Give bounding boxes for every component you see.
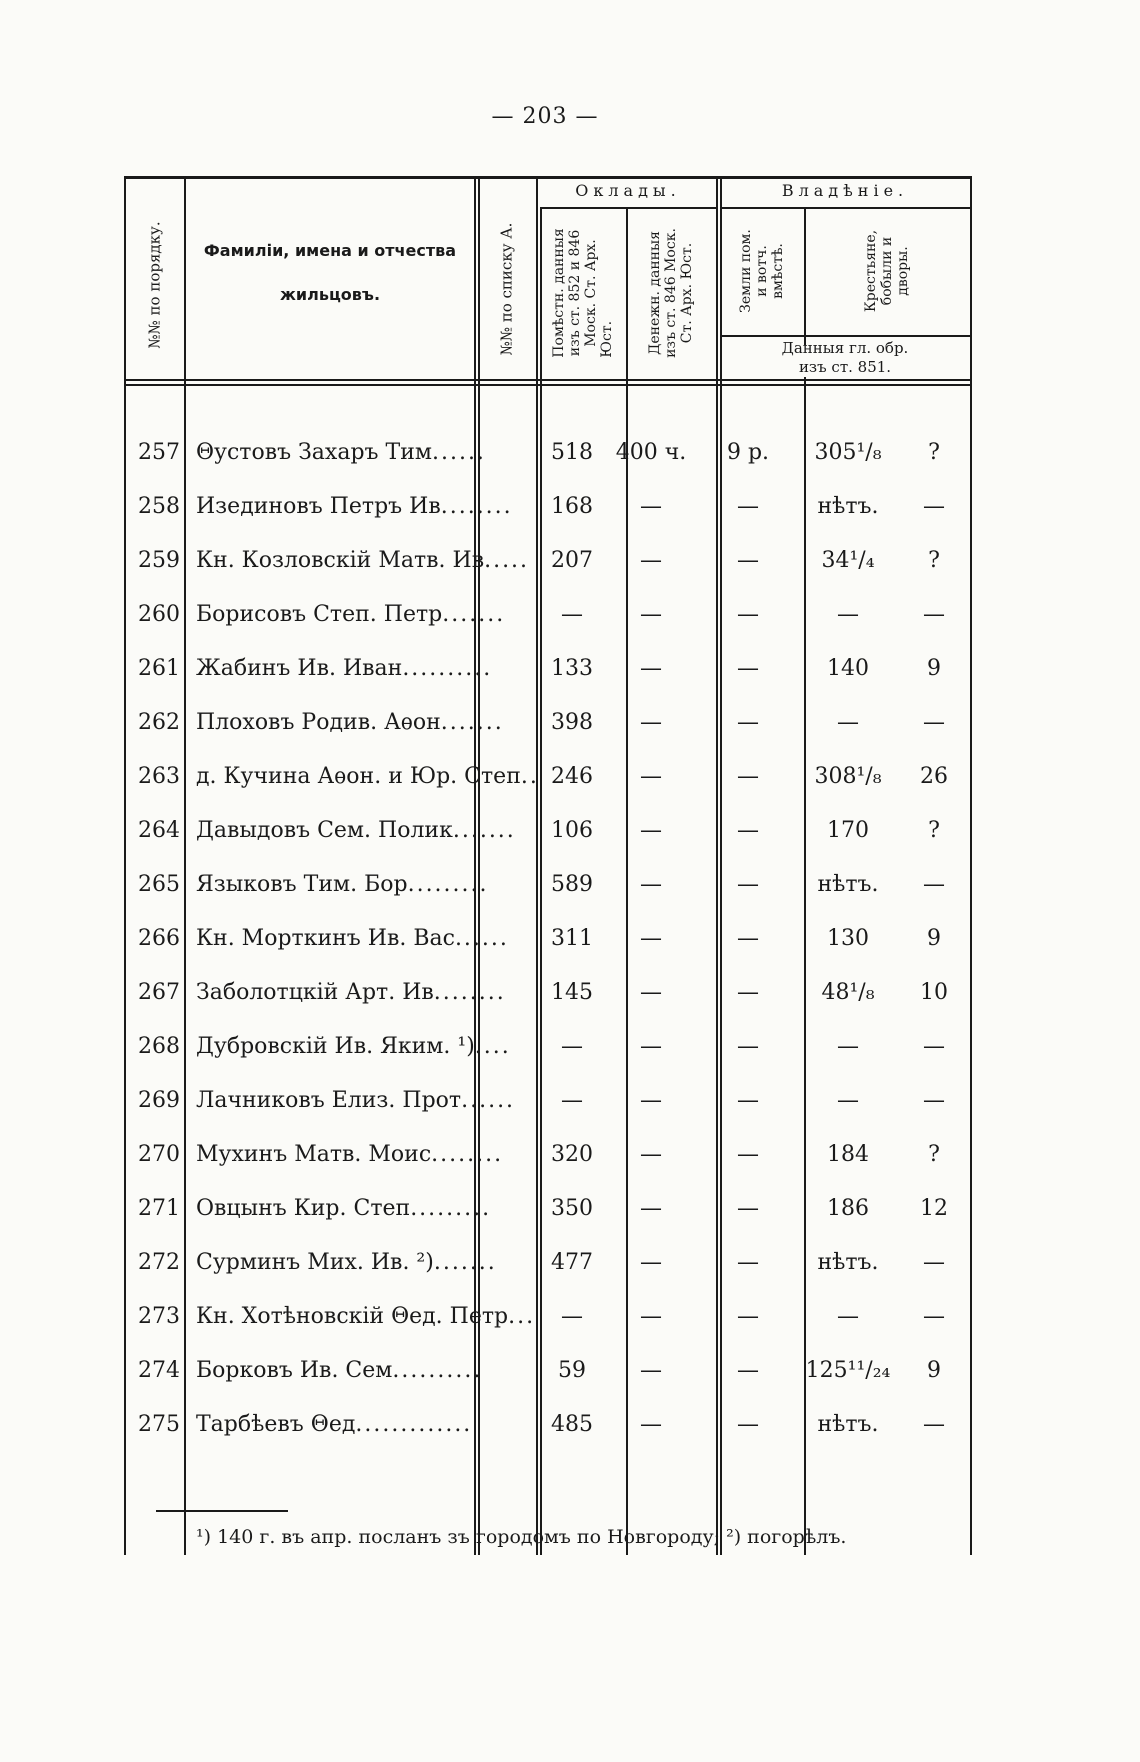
row-pomest: —: [640, 764, 662, 789]
row-name-text: Заболотцкій Арт. Ив: [196, 980, 434, 1005]
row-peasants: 9: [927, 656, 941, 681]
row-name-text: Мухинъ Матв. Моис: [196, 1142, 432, 1167]
row-name-text: Борковъ Ив. Сем: [196, 1358, 393, 1383]
row-pomest: —: [640, 1142, 662, 1167]
header-names-line1: Фамиліи, имена и отчества: [203, 241, 457, 260]
table-row: [124, 1132, 968, 1186]
table-row: [124, 1078, 968, 1132]
row-land: 34¹/₄: [821, 548, 875, 573]
table-row: [124, 700, 968, 754]
row-denezh: —: [737, 710, 759, 735]
row-peasants: ?: [928, 818, 940, 843]
row-land: нѣтъ.: [817, 494, 879, 519]
row-pomest: —: [640, 1250, 662, 1275]
row-name-text: Тарбѣевъ Θед: [196, 1412, 356, 1437]
row-name-text: Дубровскій Ив. Яким. ¹): [196, 1034, 475, 1059]
table-row: [124, 754, 968, 808]
row-list-number: 145: [551, 980, 593, 1005]
row-land: —: [837, 1088, 859, 1113]
row-denezh: —: [737, 1088, 759, 1113]
row-list-number: 477: [551, 1250, 593, 1275]
row-name-dots: ........: [440, 494, 513, 519]
table-row: [124, 538, 968, 592]
header-pomest-line3: Моск. Ст. Арх.: [583, 239, 599, 347]
row-pomest: —: [640, 872, 662, 897]
table-row: [124, 592, 968, 646]
row-land: 170: [827, 818, 869, 843]
row-pomest: —: [640, 980, 662, 1005]
row-peasants: 12: [920, 1196, 948, 1221]
row-pomest: —: [640, 602, 662, 627]
table-row: [124, 646, 968, 700]
row-peasants: —: [923, 1412, 945, 1437]
table-row: [124, 1348, 968, 1402]
row-list-number: 350: [551, 1196, 593, 1221]
row-land: 125¹¹/₂₄: [805, 1358, 891, 1383]
row-denezh: —: [737, 872, 759, 897]
header-data-note-line2: изъ ст. 851.: [798, 358, 892, 376]
row-pomest: —: [640, 1196, 662, 1221]
row-denezh: —: [737, 656, 759, 681]
row-name-dots: .........: [410, 1196, 492, 1221]
row-land: —: [837, 602, 859, 627]
row-number: 270: [138, 1142, 180, 1167]
table-row: [124, 484, 968, 538]
row-number: 263: [138, 764, 180, 789]
table-row: [124, 808, 968, 862]
row-list-number: 398: [551, 710, 593, 735]
row-land: нѣтъ.: [817, 872, 879, 897]
row-name-text: Сурминъ Мих. Ив. ²): [196, 1250, 434, 1275]
row-number: 261: [138, 656, 180, 681]
header-peasants: [863, 230, 911, 312]
row-number: 262: [138, 710, 180, 735]
row-name-dots: ........: [431, 1142, 504, 1167]
row-number: 272: [138, 1250, 180, 1275]
table-row: [124, 916, 968, 970]
row-list-number: 168: [551, 494, 593, 519]
table-row: [124, 1186, 968, 1240]
header-peasants-line1: Крестьяне,: [863, 229, 879, 313]
row-number: 259: [138, 548, 180, 573]
row-list-number: 246: [551, 764, 593, 789]
row-peasants: —: [923, 1034, 945, 1059]
header-land-line1: Земли пом.: [738, 229, 754, 313]
row-peasants: —: [923, 494, 945, 519]
row-number: 264: [138, 818, 180, 843]
row-number: 266: [138, 926, 180, 951]
row-pomest: —: [640, 494, 662, 519]
row-name-dots: .......: [442, 602, 506, 627]
row-pomest: —: [640, 1088, 662, 1113]
row-name-dots: ..........: [402, 656, 493, 681]
row-peasants: —: [923, 1304, 945, 1329]
row-peasants: —: [923, 602, 945, 627]
row-name-text: Изединовъ Петръ Ив: [196, 494, 441, 519]
header-data-note: [720, 339, 970, 377]
row-land: —: [837, 710, 859, 735]
row-land: —: [837, 1034, 859, 1059]
row-pomest: —: [640, 656, 662, 681]
header-denezh: [647, 228, 695, 358]
row-list-number: 485: [551, 1412, 593, 1437]
row-peasants: ?: [928, 440, 940, 465]
row-name-dots: .......: [452, 818, 516, 843]
row-name-text: Θустовъ Захаръ Тим: [196, 440, 432, 465]
row-land: 48¹/₈: [821, 980, 875, 1005]
row-denezh: 9 р.: [726, 440, 770, 465]
row-pomest: —: [640, 548, 662, 573]
table-row: [124, 1294, 968, 1348]
row-number: 273: [138, 1304, 180, 1329]
row-name-dots: .............: [355, 1412, 473, 1437]
table-row: [124, 1240, 968, 1294]
header-names-line2: жильцовъ.: [279, 285, 381, 304]
header-land-line3: вмѣстѣ.: [770, 243, 786, 299]
row-pomest: —: [640, 926, 662, 951]
row-pomest: —: [640, 1034, 662, 1059]
row-peasants: ?: [928, 1142, 940, 1167]
row-denezh: —: [737, 1142, 759, 1167]
row-list-number: —: [561, 1034, 583, 1059]
header-denezh-line2: изъ ст. 846 Моск.: [663, 228, 679, 358]
row-list-number: 106: [551, 818, 593, 843]
row-number: 269: [138, 1088, 180, 1113]
row-denezh: —: [737, 764, 759, 789]
header-group-vladenie: Владѣніе.: [781, 181, 909, 200]
row-name-text: Овцынъ Кир. Степ: [196, 1196, 411, 1221]
header-land: [738, 229, 786, 313]
row-list-number: —: [561, 1304, 583, 1329]
row-number: 267: [138, 980, 180, 1005]
header-pomest: [551, 228, 615, 357]
row-name-text: Кн. Козловскій Матв. Ив: [196, 548, 485, 573]
row-land: нѣтъ.: [817, 1412, 879, 1437]
row-name-text: Кн. Морткинъ Ив. Вас: [196, 926, 455, 951]
row-number: 274: [138, 1358, 180, 1383]
row-denezh: —: [737, 548, 759, 573]
row-list-number: —: [561, 1088, 583, 1113]
header-peasants-line3: дворы.: [895, 246, 911, 296]
row-denezh: —: [737, 980, 759, 1005]
row-name-dots: ..........: [392, 1358, 483, 1383]
row-land: 186: [827, 1196, 869, 1221]
row-denezh: —: [737, 1034, 759, 1059]
row-denezh: —: [737, 1358, 759, 1383]
header-group-oklady: Оклады.: [575, 181, 681, 200]
row-name-dots: .........: [407, 872, 489, 897]
header-names: [186, 229, 474, 317]
header-list-number: №№ по списку А.: [497, 222, 516, 356]
header-peasants-line2: бобыли и: [879, 236, 895, 306]
row-land: нѣтъ.: [817, 1250, 879, 1275]
row-denezh: —: [737, 818, 759, 843]
header-order-number: №№ по порядку.: [145, 221, 164, 349]
row-number: 268: [138, 1034, 180, 1059]
row-peasants: —: [923, 872, 945, 897]
row-list-number: 320: [551, 1142, 593, 1167]
row-name-text: Лачниковъ Елиз. Прот: [196, 1088, 462, 1113]
page-number: — 203 —: [491, 104, 599, 129]
row-peasants: —: [923, 1088, 945, 1113]
row-number: 271: [138, 1196, 180, 1221]
header-data-note-line1: Данныя гл. обр.: [781, 339, 909, 357]
row-name-dots: ........: [433, 980, 506, 1005]
row-name-dots: ......: [461, 1088, 516, 1113]
row-denezh: —: [737, 1412, 759, 1437]
footnote-rule: [156, 1510, 288, 1512]
row-peasants: 10: [920, 980, 948, 1005]
header-land-line2: и вотч.: [754, 245, 770, 297]
row-name-text: Языковъ Тим. Бор: [196, 872, 408, 897]
table-row: [124, 862, 968, 916]
row-name-dots: ......: [454, 926, 509, 951]
table-row: [124, 430, 968, 484]
row-name-dots: .....: [484, 548, 530, 573]
row-denezh: —: [737, 1250, 759, 1275]
row-pomest: 400 ч.: [615, 440, 687, 465]
row-pomest: —: [640, 710, 662, 735]
row-land: —: [837, 1304, 859, 1329]
row-number: 260: [138, 602, 180, 627]
row-peasants: —: [923, 710, 945, 735]
row-name-dots: ...: [508, 1304, 536, 1329]
row-land: 305¹/₈: [814, 440, 882, 465]
row-number: 257: [138, 440, 180, 465]
row-name-dots: ......: [431, 440, 486, 465]
row-name-text: Кн. Хотѣновскій Θед. Петр: [196, 1304, 509, 1329]
row-list-number: 59: [558, 1358, 586, 1383]
footnote: ¹) 140 г. въ апр. посланъ зъ городомъ по Новгороду; ²) погорѣлъ.: [196, 1526, 847, 1548]
row-number: 265: [138, 872, 180, 897]
table-row: [124, 970, 968, 1024]
row-name-text: д. Кучина Аѳон. и Юр. Степ: [196, 764, 521, 789]
header-denezh-line3: Ст. Арх. Юст.: [679, 242, 695, 344]
row-land: 130: [827, 926, 869, 951]
row-pomest: —: [640, 1358, 662, 1383]
row-pomest: —: [640, 1412, 662, 1437]
row-land: 140: [827, 656, 869, 681]
row-list-number: 311: [551, 926, 593, 951]
table-row: [124, 1024, 968, 1078]
row-list-number: 518: [551, 440, 593, 465]
row-denezh: —: [737, 1196, 759, 1221]
row-land: 184: [827, 1142, 869, 1167]
row-denezh: —: [737, 926, 759, 951]
row-name-dots: .......: [433, 1250, 497, 1275]
row-number: 258: [138, 494, 180, 519]
row-pomest: —: [640, 818, 662, 843]
table-row: [124, 1402, 968, 1456]
row-name-text: Плоховъ Родив. Аѳон: [196, 710, 441, 735]
row-number: 275: [138, 1412, 180, 1437]
row-denezh: —: [737, 1304, 759, 1329]
row-land: 308¹/₈: [814, 764, 882, 789]
row-peasants: 26: [920, 764, 948, 789]
row-peasants: ?: [928, 548, 940, 573]
row-name-dots: ....: [474, 1034, 511, 1059]
row-peasants: —: [923, 1250, 945, 1275]
header-pomest-line4: Юст.: [599, 320, 615, 358]
row-denezh: —: [737, 494, 759, 519]
header-pomest-line2: изъ ст. 852 и 846: [567, 229, 583, 357]
row-denezh: —: [737, 602, 759, 627]
row-name-dots: ..: [520, 764, 539, 789]
row-list-number: 133: [551, 656, 593, 681]
row-name-text: Давыдовъ Сем. Полик: [196, 818, 453, 843]
row-name-text: Борисовъ Степ. Петр: [196, 602, 443, 627]
row-pomest: —: [640, 1304, 662, 1329]
header-pomest-line1: Помѣстн. данныя: [551, 228, 567, 358]
row-name-dots: .......: [440, 710, 504, 735]
row-list-number: 589: [551, 872, 593, 897]
row-peasants: 9: [927, 1358, 941, 1383]
row-list-number: —: [561, 602, 583, 627]
row-name-text: Жабинъ Ив. Иван: [196, 656, 403, 681]
header-denezh-line1: Денежн. данныя: [647, 231, 663, 356]
row-list-number: 207: [551, 548, 593, 573]
row-peasants: 9: [927, 926, 941, 951]
